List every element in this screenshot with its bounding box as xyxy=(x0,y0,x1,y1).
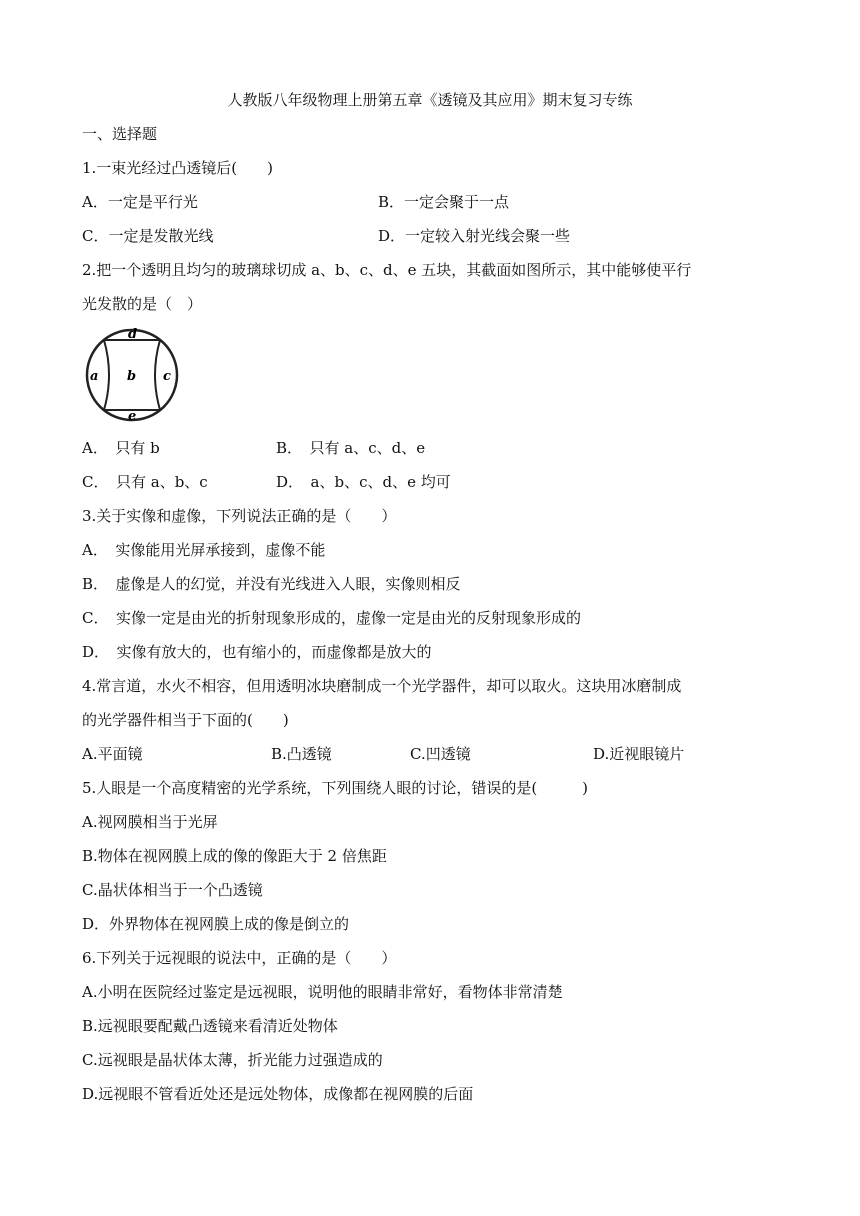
q3-option-c: C． 实像一定是由光的折射现象形成的，虚像一定是由光的反射现象形成的 xyxy=(82,609,581,627)
q1-option-c: C．一定是发散光线 xyxy=(82,227,214,245)
figure-label-d: d xyxy=(128,328,138,342)
q6-option-a: A.小明在医院经过鉴定是远视眼，说明他的眼睛非常好，看物体非常清楚 xyxy=(82,983,563,1001)
q6-option-c: C.远视眼是晶状体太薄，折光能力过强造成的 xyxy=(82,1051,383,1069)
q4-option-c: C.凹透镜 xyxy=(410,745,471,763)
section-heading: 一、选择题 xyxy=(82,125,158,143)
q4-option-d: D.近视眼镜片 xyxy=(593,745,685,763)
q4-option-b: B.凸透镜 xyxy=(271,745,332,763)
glass-ball-cross-section-figure xyxy=(80,328,184,422)
figure-label-a: a xyxy=(90,369,99,384)
q5-option-a: A.视网膜相当于光屏 xyxy=(82,813,218,831)
q1-option-b: B．一定会聚于一点 xyxy=(378,193,510,211)
q5-option-c: C.晶状体相当于一个凸透镜 xyxy=(82,881,263,899)
q6-option-b: B.远视眼要配戴凸透镜来看清近处物体 xyxy=(82,1017,338,1035)
q1-option-a: A．一定是平行光 xyxy=(82,193,198,211)
figure-label-b: b xyxy=(127,369,137,384)
q2-option-d: D． a、b、c、d、e 均可 xyxy=(276,473,451,491)
q5-option-b: B.物体在视网膜上成的像的像距大于 2 倍焦距 xyxy=(82,847,387,865)
figure-label-c: c xyxy=(163,369,171,384)
q2-option-a: A． 只有 b xyxy=(82,439,160,457)
q5-stem: 5.人眼是一个高度精密的光学系统，下列围绕人眼的讨论，错误的是( ) xyxy=(82,779,589,797)
q2-stem-line1: 2.把一个透明且均匀的玻璃球切成 a、b、c、d、e 五块，其截面如图所示，其中能够使平行 xyxy=(82,261,692,279)
q4-stem-line1: 4.常言道，水火不相容，但用透明冰块磨制成一个光学器件，却可以取火。这块用冰磨制成 xyxy=(82,677,682,695)
q3-option-b: B． 虚像是人的幻觉，并没有光线进入人眼，实像则相反 xyxy=(82,575,461,593)
document-title: 人教版八年级物理上册第五章《透镜及其应用》期末复习专练 xyxy=(227,91,633,109)
q4-option-a: A.平面镜 xyxy=(82,745,143,763)
q6-option-d: D.远视眼不管看近处还是远处物体，成像都在视网膜的后面 xyxy=(82,1085,474,1103)
q3-option-a: A． 实像能用光屏承接到，虚像不能 xyxy=(82,541,326,559)
q5-option-d: D．外界物体在视网膜上成的像是倒立的 xyxy=(82,915,350,933)
q3-stem: 3.关于实像和虚像，下列说法正确的是（ ） xyxy=(82,507,397,525)
q2-option-c: C． 只有 a、b、c xyxy=(82,473,208,491)
q1-option-d: D．一定较入射光线会聚一些 xyxy=(378,227,571,245)
q4-stem-line2: 的光学器件相当于下面的( ) xyxy=(82,711,289,729)
figure-label-e: e xyxy=(128,409,137,422)
q6-stem: 6.下列关于远视眼的说法中，正确的是（ ） xyxy=(82,949,397,967)
q1-stem: 1.一束光经过凸透镜后( ) xyxy=(82,159,274,177)
q2-stem-line2: 光发散的是（ ） xyxy=(82,295,203,313)
q3-option-d: D． 实像有放大的，也有缩小的，而虚像都是放大的 xyxy=(82,643,432,661)
q2-option-b: B． 只有 a、c、d、e xyxy=(276,439,426,457)
